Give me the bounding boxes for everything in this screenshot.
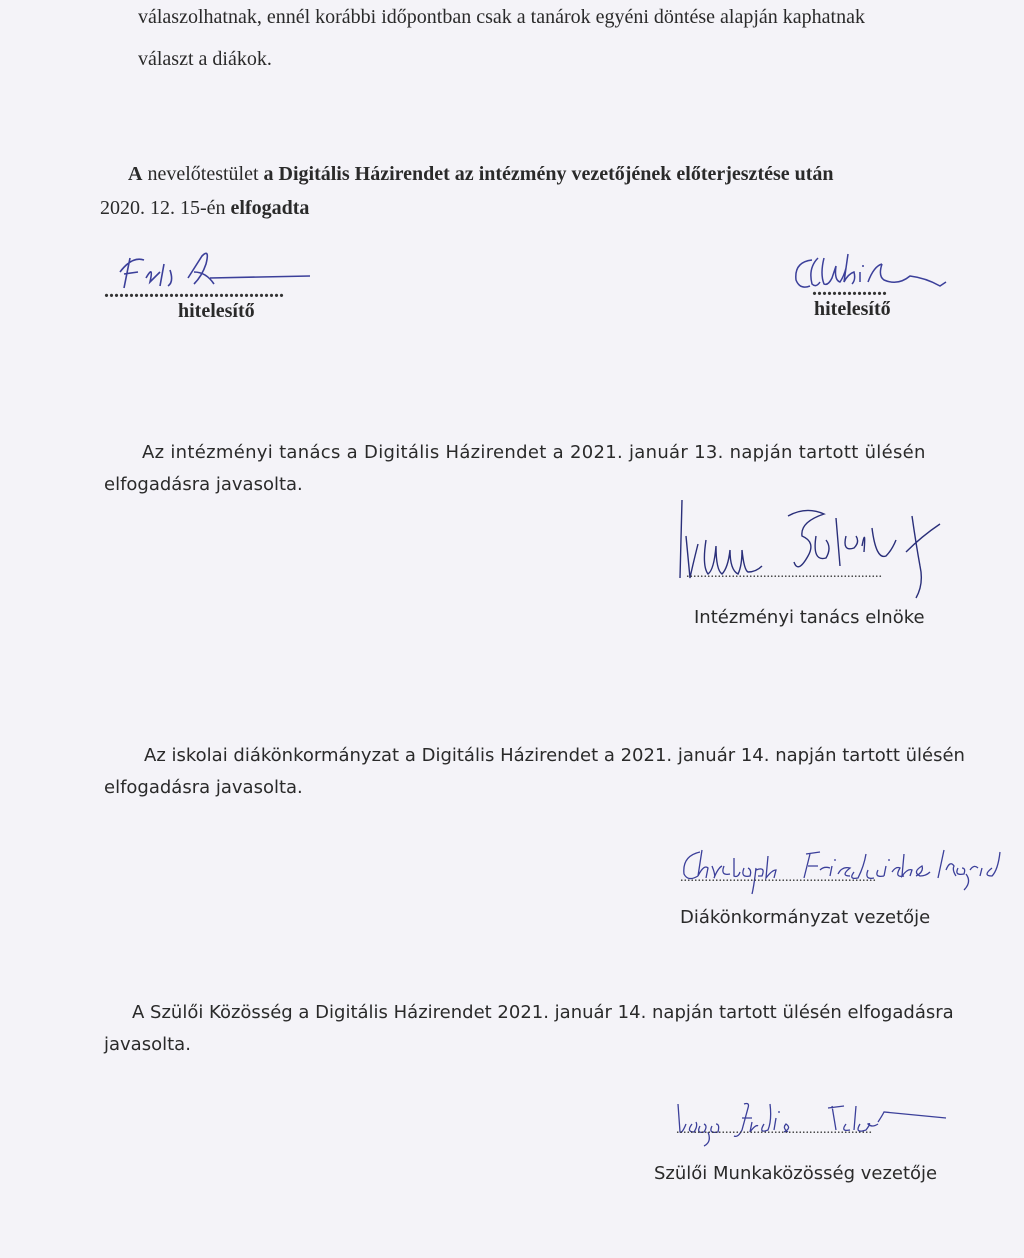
institutional-council-paragraph xyxy=(104,437,984,501)
teaching-staff-line-2 xyxy=(100,191,960,225)
teaching-staff-bold-phrase: a Digitális Házirendet az intézmény vezetőjének előterjesztése után xyxy=(263,163,834,185)
parents-community-line-1: A Szülői Közösség a Digitális Házirendet 2021. január 14. napján tartott ülésén elfogadásra xyxy=(132,1002,954,1023)
certifier-right-dots: ............... xyxy=(812,278,887,300)
signature-institutional-council xyxy=(676,496,966,611)
student-council-paragraph xyxy=(104,740,984,804)
certifier-left-label: hitelesítő xyxy=(178,300,255,322)
student-council-dots: ........................................................ xyxy=(680,870,876,885)
teaching-staff-word-body: nevelőtestület xyxy=(142,163,264,185)
teaching-staff-line-1 xyxy=(100,157,960,191)
certifier-left-dots: .................................... xyxy=(104,280,284,302)
student-council-line-2: elfogadásra javasolta. xyxy=(104,777,303,798)
teaching-staff-paragraph xyxy=(100,157,960,225)
teaching-staff-word-a: A xyxy=(128,163,143,185)
institutional-council-dots: ........................................................ xyxy=(686,566,882,581)
institutional-council-role: Intézményi tanács elnöke xyxy=(694,607,925,628)
parents-community-dots: ........................................................ xyxy=(676,1122,872,1137)
student-council-line-1: Az iskolai diákönkormányzat a Digitális Házirendet a 2021. január 14. napján tartott ülésén xyxy=(144,745,965,766)
certifier-right-label: hitelesítő xyxy=(814,298,891,320)
signature-institutional-council-drawing xyxy=(676,496,966,606)
student-council-role: Diákönkormányzat vezetője xyxy=(680,907,931,928)
institutional-council-line-2: elfogadásra javasolta. xyxy=(104,474,303,495)
teaching-staff-date: 2020. 12. 15-én xyxy=(100,197,231,219)
top-line-1: válaszolhatnak, ennél korábbi időpontban csak a tanárok egyéni döntése alapján kaphatnak xyxy=(138,6,865,28)
teaching-staff-approved: elfogadta xyxy=(230,197,310,219)
parents-community-line-2: javasolta. xyxy=(104,1034,191,1055)
institutional-council-line-1: Az intézményi tanács a Digitális Házirendet a 2021. január 13. napján tartott ülésén xyxy=(142,442,926,463)
parents-community-role: Szülői Munkaközösség vezetője xyxy=(654,1163,938,1184)
top-line-2: választ a diákok. xyxy=(138,48,272,70)
top-paragraph xyxy=(138,0,998,76)
parents-community-paragraph xyxy=(104,997,984,1061)
